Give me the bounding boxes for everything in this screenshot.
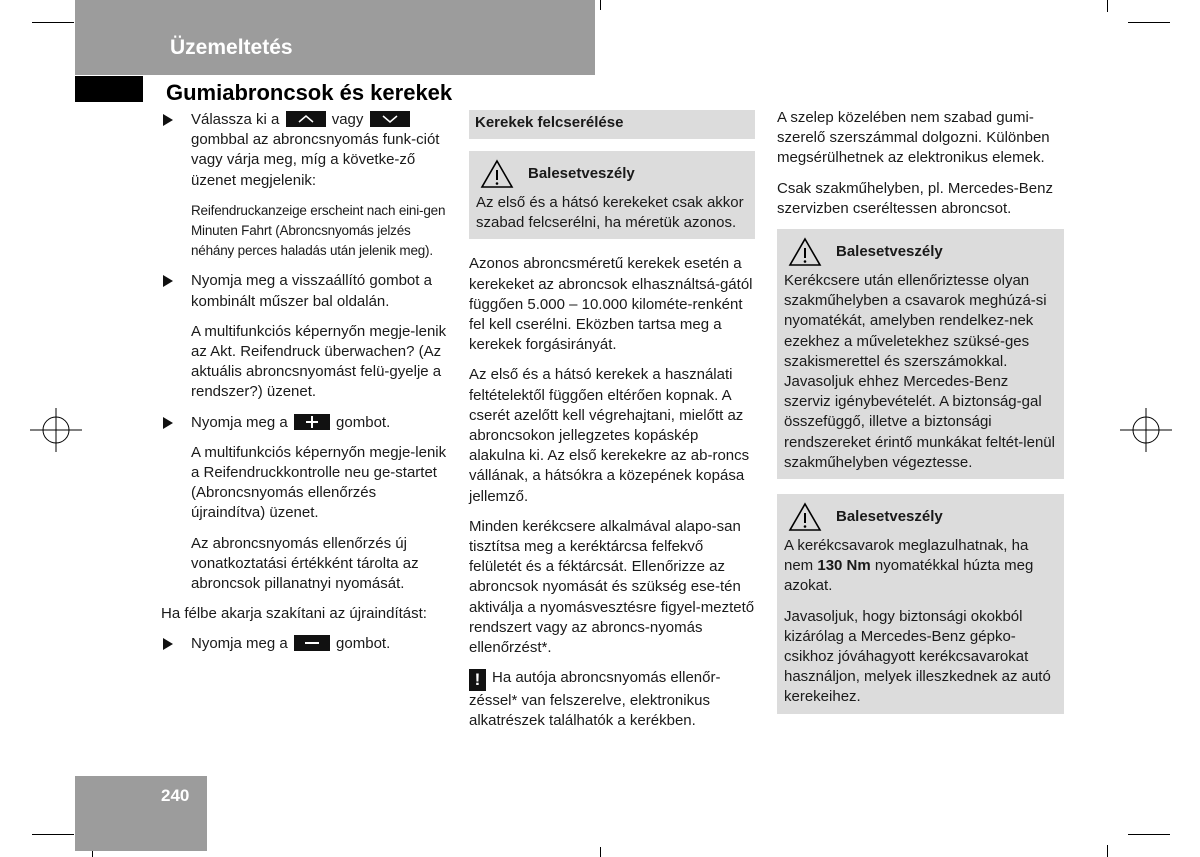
exclamation-icon: ! [469, 669, 486, 691]
paragraph: Minden kerékcsere alkalmával alapo-san tisztítsa meg a keréktárcsa felfekvő felületét és a féktárcsát. Ellenőrizze az abroncsok nyomását és szükség ese-tén aktiválja a nyomásvesztésre figyel-meztető rendszert vagy az abroncs-nyomás ellenőrzést*. [469, 517, 755, 657]
warning-title: Balesetveszély [528, 164, 635, 182]
section-marker [75, 76, 143, 102]
step-reset: Nyomja meg a visszaállító gombot a kombinált műszer bal oldalán. [161, 271, 453, 311]
subsection-heading: Kerekek felcserélése [469, 110, 755, 139]
registration-mark-right [1120, 408, 1172, 452]
crop-mark [1128, 22, 1170, 23]
bullet-arrow-icon [163, 114, 173, 126]
crop-mark [600, 0, 601, 10]
warning-text: Javasoljuk, hogy biztonsági okokból kizárólag a Mercedes-Benz gépko-csikhoz jóváhagyott kerékcsavarokat használjon, melyek illeszkednek az autó kerekeihez. [784, 607, 1051, 706]
warning-text: Az első és a hátsó kerekeket csak akkor szabad felcserélni, ha méretük azonos. [476, 194, 744, 232]
paragraph: Az első és a hátsó kerekek a használati feltételektől függően eltérően kopnak. A cserét azelőtt kell végrehajtani, mielőtt az abroncsokon jellegzetes kopáskép alakulna ki. Az első kerekekre az ab-roncs vállának, a hátsókra a közepének kopása jellemző. [469, 366, 750, 505]
page-number: 240 [161, 786, 190, 805]
column-1 [161, 110, 453, 655]
warning-title: Balesetveszély [836, 242, 943, 260]
warning-title: Balesetveszély [836, 507, 943, 525]
minus-key-icon [294, 635, 330, 651]
paragraph: Ha félbe akarja szakítani az újraindítást: [161, 605, 427, 623]
paragraph: A multifunkciós képernyőn megje-lenik az Akt. Reifendruck überwachen? (Az aktuális abroncsnyomást felü-gyelje a rendszer?) üzenet. [191, 322, 447, 401]
registration-mark-left [30, 408, 82, 452]
bullet-arrow-icon [163, 417, 173, 429]
crop-mark [1107, 0, 1108, 12]
warning-text: Kerékcsere után ellenőriztesse olyan szakműhelyben a csavarok meghúzá-si nyomatékát, amelyben rendelkez-nek ezekhez a műveletekhez szüksé-ges szakismerettel és szerszámokkal. Javasoljuk ehhez Mercedes-Benz szerviz igénybevételét. A biztonság-gal összefüggő, illetve a biztonsági rendszereket érintő munkákat feltét-lenül szakműhelyben végeztesse. [784, 272, 1055, 471]
section-title: Gumiabroncsok és kerekek [166, 80, 453, 105]
crop-mark [1107, 845, 1108, 857]
warning-box [777, 494, 1064, 714]
paragraph: A szelep közelében nem szabad gumi-szerelő szerszámmal dolgozni. Különben megsérülhetnek az elektronikus elemek. [777, 109, 1050, 167]
warning-box [777, 229, 1064, 479]
paragraph: Csak szakműhelyben, pl. Mercedes-Benz szervizben cseréltessen abroncsot. [777, 179, 1053, 217]
paragraph: Az abroncsnyomás ellenőrzés új vonatkoztatási értékként tárolta az abroncsok pillanatnyi nyomását. [191, 534, 419, 593]
torque-value: 130 Nm [817, 557, 871, 575]
warning-triangle-icon [480, 159, 514, 189]
warning-triangle-icon [788, 237, 822, 267]
warning-box [469, 151, 755, 239]
step-select: Válassza ki a vagy gombbal az abroncsnyomás funk-ciót vagy várja meg, míg a követke-ző üzenet megjelenik: [161, 110, 453, 191]
warning-triangle-icon [788, 502, 822, 532]
step-plus: Nyomja meg a gombot. [161, 413, 453, 433]
bullet-arrow-icon [163, 638, 173, 650]
up-key-icon [286, 111, 326, 127]
note: ! Ha autója abroncsnyomás ellenőr-zéssel* van felszerelve, elektronikus alkatrészek találhatók a kerékben. [469, 669, 721, 730]
crop-mark [32, 834, 74, 835]
bullet-arrow-icon [163, 275, 173, 287]
step-minus: Nyomja meg a gombot. [161, 634, 453, 654]
chapter-title: Üzemeltetés [170, 36, 293, 59]
column-3 [777, 108, 1064, 714]
crop-mark [600, 847, 601, 857]
crop-mark [32, 22, 74, 23]
column-2 [469, 110, 755, 732]
chapter-header-box [75, 0, 595, 75]
paragraph: Azonos abroncsméretű kerekek esetén a kerekeket az abroncsok elhasználtsá-gától függően 5.000 – 10.000 kilométe-renként fel kell cserélni. Eközben tartsa meg a kerekek forgásirányát. [469, 255, 753, 354]
paragraph: A multifunkciós képernyőn megje-lenik a Reifendruckkontrolle neu ge-startet (Abroncsnyomás ellenőrzés újraindítva) üzenet. [191, 443, 447, 522]
warning-text: A kerékcsavarok meglazulhatnak, ha nem 130 Nm nyomatékkal húzta meg azokat. [784, 537, 1034, 595]
crop-mark [1128, 834, 1170, 835]
plus-key-icon [294, 414, 330, 430]
down-key-icon [370, 111, 410, 127]
display-message: Reifendruckanzeige erscheint nach eini-gen Minuten Fahrt (Abroncsnyomás jelzés néhány perces haladás után jelenik meg). [191, 202, 446, 259]
